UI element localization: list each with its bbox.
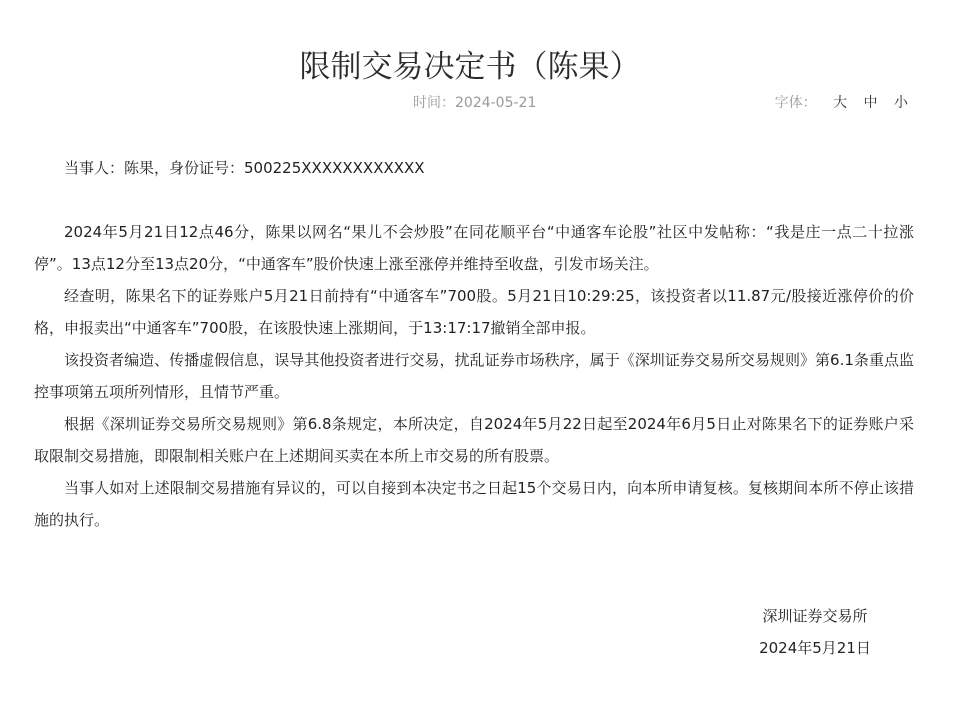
paragraph-1: 2024年5月21日12点46分，陈果以网名“果儿不会炒股”在同花顺平台“中通客车论股”社区中发帖称：“我是庄一点二十拉涨停”。13点12分至13点20分，“中通客车”股价快速上涨至涨停并维持至收盘，引发市场关注。 (34, 223, 914, 273)
signature-date: 2024年5月21日 (759, 639, 871, 657)
party-line: 当事人：陈果，身份证号：500225XXXXXXXXXXXX (64, 159, 425, 177)
document-title: 限制交易决定书（陈果） (299, 48, 641, 85)
paragraph-2: 经查明，陈果名下的证券账户5月21日前持有“中通客车”700股。5月21日10:29:25，该投资者以11.87元/股接近涨停价的价格，申报卖出“中通客车”700股，在该股快速上涨期间，于13:17:17撤销全部申报。 (34, 287, 914, 337)
font-size-medium-button[interactable]: 中 (863, 95, 878, 111)
document-body (34, 152, 914, 536)
publish-time (413, 93, 536, 113)
font-size-switcher (775, 93, 908, 113)
paragraph-5: 当事人如对上述限制交易措施有异议的，可以自接到本决定书之日起15个交易日内，向本所申请复核。复核期间本所不停止该措施的执行。 (34, 479, 914, 529)
paragraph-4: 根据《深圳证券交易所交易规则》第6.8条规定，本所决定，自2024年5月22日起至2024年6月5日止对陈果名下的证券账户采取限制交易措施，即限制相关账户在上述期间买卖在本所上市交易的所有股票。 (34, 415, 914, 465)
signature-organization: 深圳证券交易所 (762, 607, 868, 625)
font-size-large-button[interactable]: 大 (833, 95, 848, 111)
font-size-small-button[interactable]: 小 (894, 95, 908, 111)
signature-block (720, 600, 910, 664)
paragraph-3: 该投资者编造、传播虚假信息，误导其他投资者进行交易，扰乱证券市场秩序，属于《深圳证券交易所交易规则》第6.1条重点监控事项第五项所列情形，且情节严重。 (34, 351, 914, 401)
font-size-label: 字体： (774, 95, 817, 111)
publish-time-value: 2024-05-21 (455, 95, 537, 111)
publish-time-label: 时间： (413, 95, 455, 111)
